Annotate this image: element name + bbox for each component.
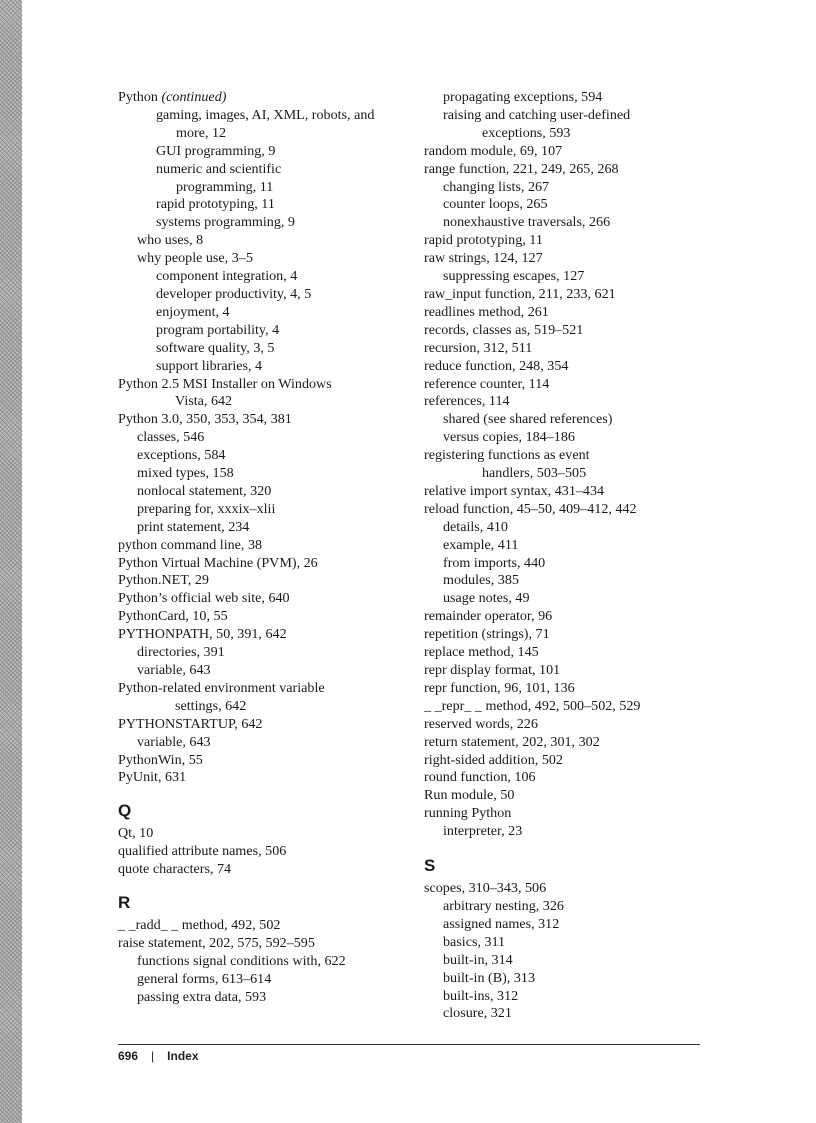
index-entry: raise statement, 202, 575, 592–595 (118, 934, 315, 951)
index-entry: running Python (424, 805, 512, 822)
index-entry: modules, 385 (443, 572, 519, 589)
index-entry: relative import syntax, 431–434 (424, 482, 605, 499)
index-entry: nonexhaustive traversals, 266 (443, 214, 611, 231)
index-entry: rapid prototyping, 11 (424, 232, 543, 249)
index-entry: variable, 643 (137, 662, 211, 678)
index-entry: Vista, 642 (175, 393, 233, 410)
index-entry: Run module, 50 (424, 787, 515, 804)
index-entry: from imports, 440 (443, 554, 546, 571)
index-entry: remainder operator, 96 (424, 608, 553, 625)
footer-separator: | (151, 1049, 155, 1063)
index-entry: Python-related environment variable (118, 679, 325, 696)
index-entry: changing lists, 267 (443, 178, 550, 195)
section-name: Index (167, 1049, 199, 1063)
scanned-binding-edge (0, 0, 22, 1123)
index-entry: _ _radd_ _ method, 492, 502 (118, 917, 281, 934)
index-entry: who uses, 8 (137, 232, 204, 249)
index-column-right (424, 89, 714, 1023)
page-number: 696 (118, 1049, 139, 1063)
index-entry (118, 89, 410, 107)
index-entry: GUI programming, 9 (156, 142, 276, 159)
index-entry: component integration, 4 (156, 268, 298, 285)
index-entry: PyUnit, 631 (118, 769, 187, 786)
index-entry: closure, 321 (443, 1005, 512, 1022)
index-entry: Python.NET, 29 (118, 572, 209, 589)
index-entry: arbitrary nesting, 326 (443, 897, 564, 914)
index-entry: usage notes, 49 (443, 590, 530, 607)
index-letter-heading: R (118, 893, 131, 913)
index-entry: round function, 106 (424, 769, 536, 786)
index-entry: repr function, 96, 101, 136 (424, 679, 575, 696)
index-entry: gaming, images, AI, XML, robots, and (156, 106, 375, 123)
index-entry: numeric and scientific (156, 160, 282, 177)
index-entry: range function, 221, 249, 265, 268 (424, 160, 619, 177)
index-entry: built-in (B), 313 (443, 969, 535, 986)
index-entry: basics, 311 (443, 933, 506, 950)
index-entry: enjoyment, 4 (156, 303, 230, 320)
index-entry: developer productivity, 4, 5 (156, 285, 312, 302)
index-entry: functions signal conditions with, 622 (137, 952, 346, 969)
index-entry: PythonWin, 55 (118, 751, 203, 768)
index-entry: raising and catching user-defined (443, 106, 631, 123)
index-letter-heading: S (424, 856, 436, 876)
index-entry: reduce function, 248, 354 (424, 357, 569, 374)
index-entry: exceptions, 584 (137, 447, 226, 464)
index-entry: Python 3.0, 350, 353, 354, 381 (118, 411, 292, 428)
index-entry: systems programming, 9 (156, 214, 295, 231)
index-entry-qualifier: (continued) (161, 89, 227, 105)
index-entry: Python 2.5 MSI Installer on Windows (118, 375, 332, 392)
index-entry: records, classes as, 519–521 (424, 321, 584, 338)
index-entry: handlers, 503–505 (482, 465, 587, 482)
index-entry: built-ins, 312 (443, 987, 519, 1004)
index-entry: PythonCard, 10, 55 (118, 608, 228, 625)
index-entry: reference counter, 114 (424, 375, 550, 392)
index-entry: repetition (strings), 71 (424, 626, 550, 643)
index-entry: quote characters, 74 (118, 861, 232, 878)
index-entry: example, 411 (443, 536, 519, 553)
index-entry: registering functions as event (424, 447, 590, 464)
index-entry: programming, 11 (176, 178, 274, 195)
index-entry: general forms, 613–614 (137, 970, 272, 987)
index-entry: shared (see shared references) (443, 411, 613, 428)
index-entry: exceptions, 593 (482, 124, 571, 141)
index-entry: Python’s official web site, 640 (118, 590, 290, 607)
page-footer (118, 1048, 199, 1064)
index-entry: right-sided addition, 502 (424, 751, 563, 768)
index-entry: reload function, 45–50, 409–412, 442 (424, 500, 637, 517)
index-entry: built-in, 314 (443, 951, 513, 968)
index-entry: readlines method, 261 (424, 303, 549, 320)
index-entry: references, 114 (424, 393, 510, 410)
index-entry: PYTHONSTARTUP, 642 (118, 715, 263, 732)
index-entry: print statement, 234 (137, 518, 250, 535)
index-entry: propagating exceptions, 594 (443, 89, 603, 105)
index-entry: raw_input function, 211, 233, 621 (424, 285, 616, 302)
index-entry: _ _repr_ _ method, 492, 500–502, 529 (424, 697, 641, 714)
index-entry: random module, 69, 107 (424, 142, 563, 159)
index-entry: classes, 546 (137, 429, 205, 446)
index-entry: scopes, 310–343, 506 (424, 880, 547, 897)
index-entry: nonlocal statement, 320 (137, 482, 272, 499)
index-entry: interpreter, 23 (443, 823, 523, 840)
index-entry: python command line, 38 (118, 536, 263, 553)
index-entry: mixed types, 158 (137, 465, 234, 482)
index-entry: raw strings, 124, 127 (424, 250, 543, 267)
index-entry: counter loops, 265 (443, 196, 548, 213)
index-entry: reserved words, 226 (424, 715, 538, 732)
index-entry-term: Python (118, 89, 162, 105)
index-entry: why people use, 3–5 (137, 250, 253, 267)
index-entry: software quality, 3, 5 (156, 339, 275, 356)
index-entry: recursion, 312, 511 (424, 339, 533, 356)
index-entry: rapid prototyping, 11 (156, 196, 275, 213)
index-entry: variable, 643 (137, 733, 211, 750)
index-letter-heading: Q (118, 801, 132, 821)
footer-rule (118, 1044, 700, 1045)
index-entry: passing extra data, 593 (137, 988, 267, 1005)
index-entry: details, 410 (443, 518, 508, 535)
index-entry: Qt, 10 (118, 825, 154, 842)
index-entry: directories, 391 (137, 644, 225, 661)
index-entry: qualified attribute names, 506 (118, 843, 287, 860)
index-entry: support libraries, 4 (156, 357, 263, 374)
index-entry: program portability, 4 (156, 321, 280, 338)
index-entry: repr display format, 101 (424, 662, 561, 678)
index-entry: preparing for, xxxix–xlii (137, 500, 276, 517)
index-entry: suppressing escapes, 127 (443, 268, 585, 285)
index-entry: versus copies, 184–186 (443, 429, 575, 446)
index-entry: more, 12 (176, 124, 227, 141)
index-entry: Python Virtual Machine (PVM), 26 (118, 554, 318, 571)
index-entry: replace method, 145 (424, 644, 539, 661)
index-column-left (118, 89, 410, 1007)
index-entry: return statement, 202, 301, 302 (424, 733, 600, 750)
index-entry: PYTHONPATH, 50, 391, 642 (118, 626, 287, 643)
index-entry: assigned names, 312 (443, 915, 560, 932)
index-entry: settings, 642 (175, 697, 247, 714)
